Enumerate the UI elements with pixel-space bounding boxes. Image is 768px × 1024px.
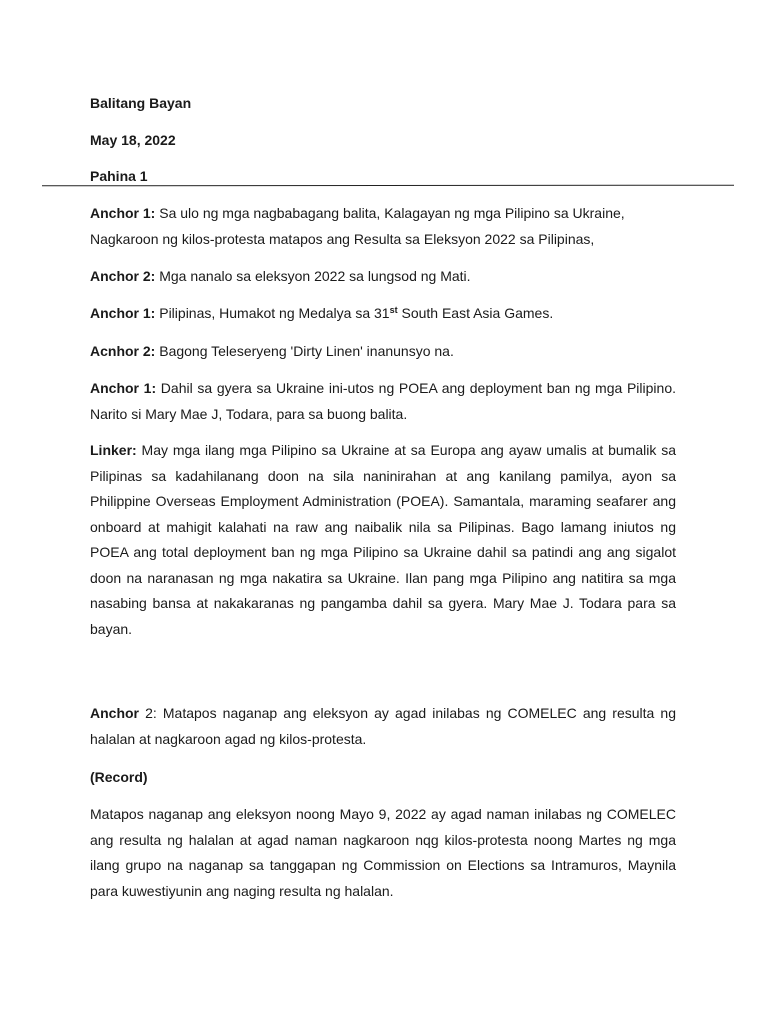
paragraph-linker [90, 438, 676, 642]
paragraph-text: May mga ilang mga Pilipino sa Ukraine at sa Europa ang ayaw umalis at bumalik sa Pilipinas sa kadahilanang doon na sila naninirahan at ang kanilang pamilya, ayon sa Philippine Overseas Employment Administration (POEA). Samantala, maraming seafarer ang onboard at mahigit kalahati na raw ang naibalik nila sa Pilipinas. Bago lamang iniutos ng POEA ang total deployment ban ng mga Pilipino sa Ukraine dahil sa patindi ang ang sigalot doon na naranasan ng mga nakatira sa Ukraine. Ilan pang mga Pilipino ang natitira sa mga nasabing bansa at nakakaranas ng pangamba dahil sa gyera. Mary Mae J. Todara para sa bayan. [90, 442, 676, 637]
paragraph-record-marker [90, 765, 676, 791]
paragraph-anchor-2-comelec [90, 701, 676, 752]
paragraph-anchor-1-ukraine [90, 376, 676, 427]
paragraph-text: Mga nanalo sa eleksyon 2022 sa lungsod ng Mati. [155, 268, 471, 284]
ordinal-suffix: st [389, 305, 398, 315]
document-date: May 18, 2022 [90, 132, 176, 148]
paragraph-text: South East Asia Games. [397, 305, 554, 321]
document-title: Balitang Bayan [90, 95, 192, 111]
paragraph-record-body [90, 802, 676, 904]
paragraph-text: 2: Matapos naganap ang eleksyon ay agad inilabas ng COMELEC ang resulta ng halalan at nagkaroon agad ng kilos-protesta. [90, 705, 676, 747]
paragraph-text: Bagong Teleseryeng 'Dirty Linen' inanunsyo na. [155, 343, 454, 359]
paragraph-anchor-2-teleserye [90, 339, 676, 365]
speaker-label: Anchor [90, 705, 139, 721]
speaker-label: Anchor 1: [90, 305, 156, 321]
paragraph-anchor-1-sea-games [90, 301, 676, 327]
paragraph-text: Matapos naganap ang eleksyon noong Mayo 9, 2022 ay agad naman inilabas ng COMELEC ang resulta ng halalan at agad naman nagkaroon nqg kilos-protesta noong Martes ng mga ilang grupo na naganap sa tanggapan ng Commission on Elections sa Intramuros, Maynila para kuwestiyunin ang naging resulta ng halalan. [90, 806, 676, 899]
record-label: (Record) [90, 769, 148, 785]
paragraph-text: Dahil sa gyera sa Ukraine ini-utos ng POEA ang deployment ban ng mga Pilipino. Narito si Mary Mae J, Todara, para sa buong balita. [90, 380, 676, 422]
speaker-label: Anchor 1: [90, 380, 157, 396]
speaker-label: Anchor 2: [90, 268, 156, 284]
paragraph-text: Sa ulo ng mga nagbabagang balita, Kalagayan ng mga Pilipino sa Ukraine, Nagkaroon ng kilos-protesta matapos ang Resulta sa Eleksyon 2022 sa Pilipinas, [90, 205, 625, 247]
paragraph-anchor-2-winners [90, 264, 676, 290]
speaker-label: Anchor 1: [90, 205, 156, 221]
paragraph-text: Pilipinas, Humakot ng Medalya sa 31 [155, 305, 390, 321]
horizontal-divider [42, 185, 734, 187]
paragraph-anchor-1-headlines [90, 201, 676, 252]
speaker-label: Linker: [90, 442, 137, 458]
speaker-label: Acnhor 2: [90, 343, 156, 359]
page-number: Pahina 1 [90, 168, 148, 184]
